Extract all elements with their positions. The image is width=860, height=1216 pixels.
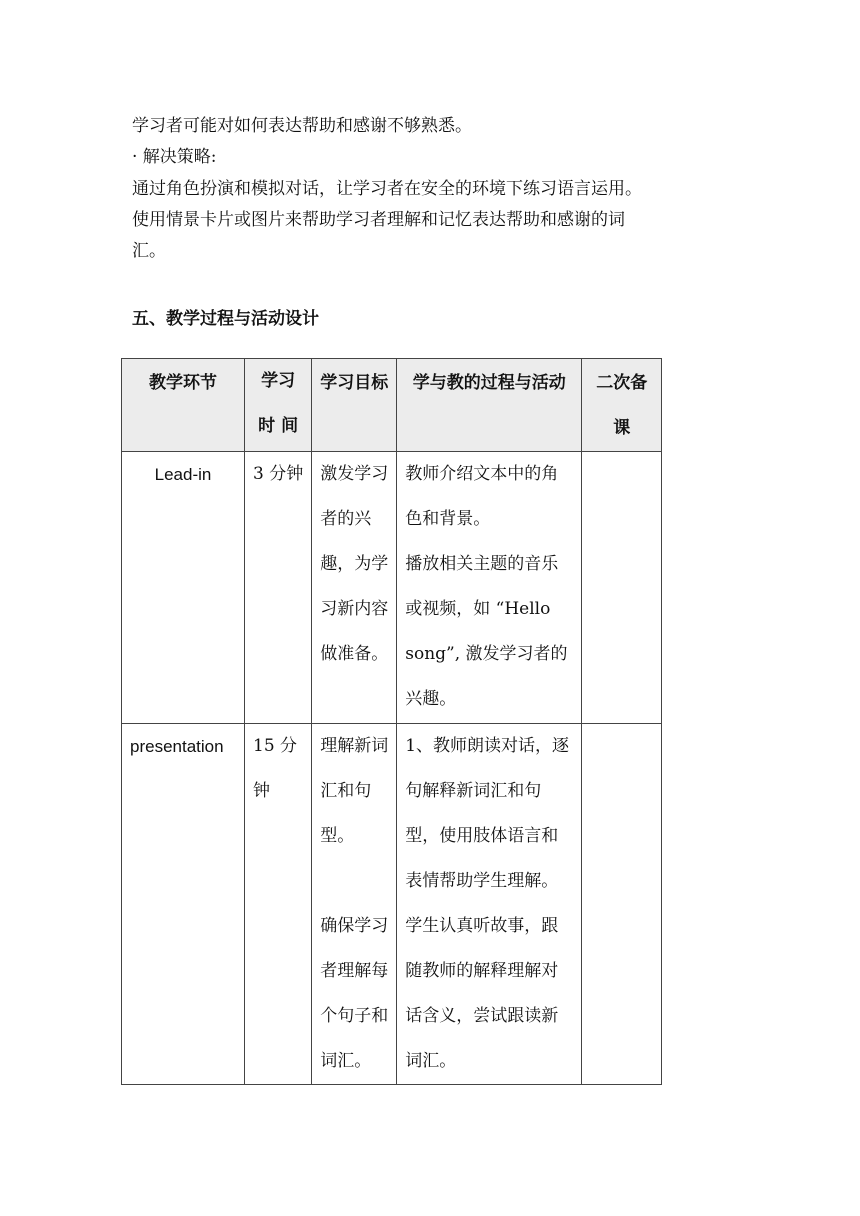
process-cell: 1、教师朗读对话，逐 句解释新词汇和句 型，使用肢体语言和 表情帮助学生理解。 学生认真听故事，跟 随教师的解释理解对 话含义，尝试跟读新 词汇。 (397, 724, 582, 1085)
table-row (122, 724, 662, 1085)
goal-cell: 激发学习 者的兴 趣，为学 习新内容 做准备。 (312, 452, 397, 724)
process-cell: 教师介绍文本中的角 色和背景。 播放相关主题的音乐 或视频，如 “Hello song”, 激发学习者的 兴趣。 (397, 452, 582, 724)
header-stage: 教学环节 (122, 359, 245, 452)
header-goal: 学习目标 (312, 359, 397, 452)
intro-line-2: · 解决策略: (132, 147, 217, 167)
intro-line-3: 通过角色扮演和模拟对话，让学习者在安全的环境下练习语言运用。 (132, 179, 642, 199)
section-heading: 五、教学过程与活动设计 (132, 309, 319, 329)
intro-line-4: 使用情景卡片或图片来帮助学习者理解和记忆表达帮助和感谢的词 (132, 210, 625, 230)
table-row (122, 452, 662, 724)
stage-cell: Lead-in (122, 452, 245, 724)
time-cell: 3 分钟 (245, 452, 312, 724)
intro-line-1: 学习者可能对如何表达帮助和感谢不够熟悉。 (132, 116, 472, 136)
lesson-table (121, 358, 662, 1085)
notes-cell (582, 452, 662, 724)
header-time: 学习时 间 (245, 359, 312, 452)
time-cell: 15 分 钟 (245, 724, 312, 1085)
goal-cell: 理解新词 汇和句 型。 确保学习 者理解每 个句子和 词汇。 (312, 724, 397, 1085)
intro-line-5: 汇。 (132, 241, 166, 261)
stage-cell: presentation (122, 724, 245, 1085)
header-process: 学与教的过程与活动 (397, 359, 582, 452)
table-header-row (122, 359, 662, 452)
header-notes: 二次备课 (582, 359, 662, 452)
notes-cell (582, 724, 662, 1085)
